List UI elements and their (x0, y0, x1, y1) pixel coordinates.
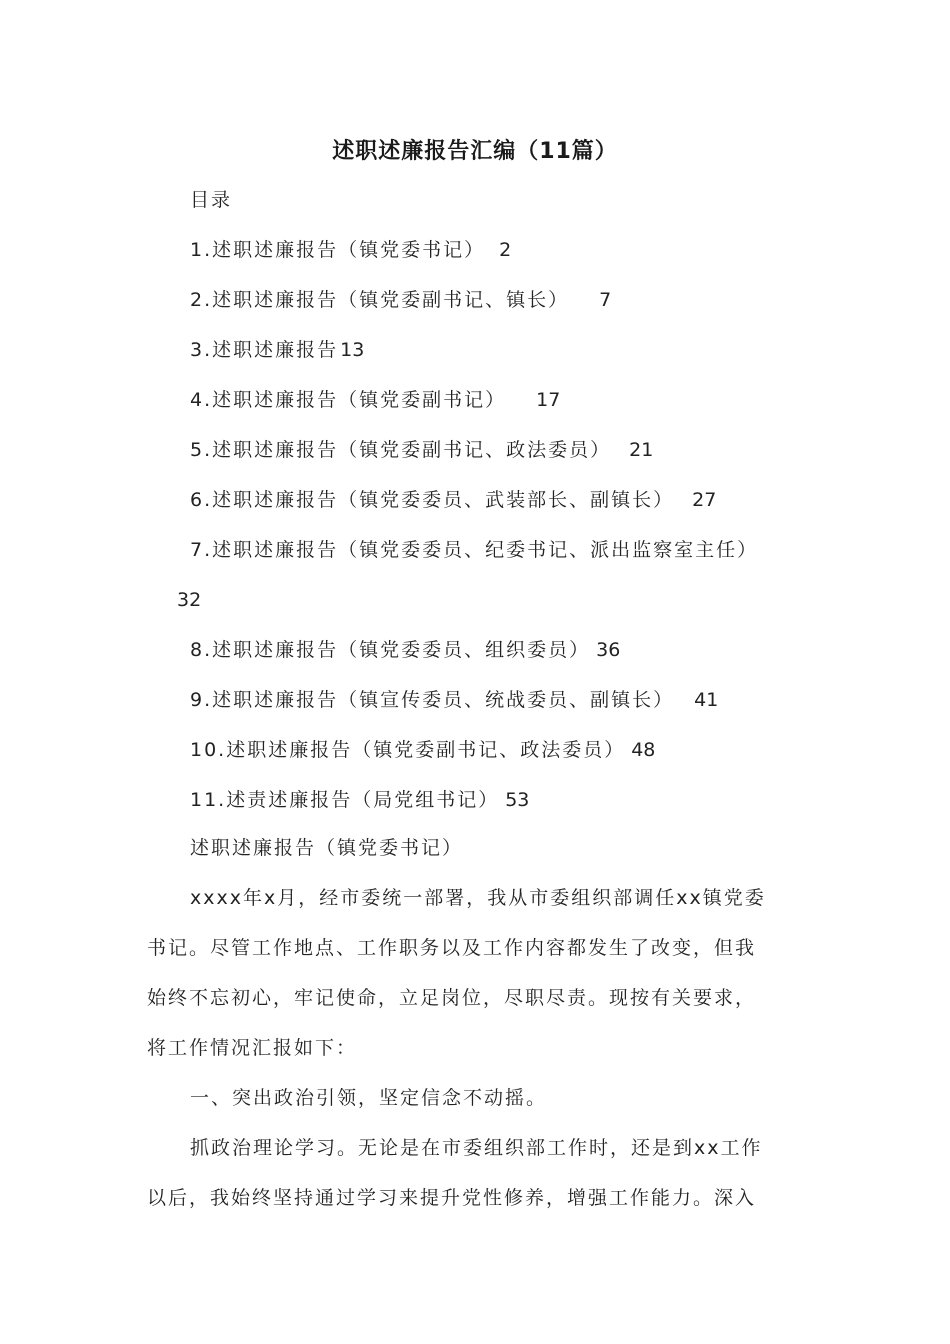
toc-item[interactable] (190, 386, 560, 414)
toc-item-page: 21 (629, 439, 654, 461)
toc-item-page: 53 (505, 789, 530, 811)
toc-item-page: 17 (536, 389, 561, 411)
toc-item[interactable] (190, 486, 716, 514)
toc-item-label: 7.述职述廉报告（镇党委委员、纪委书记、派出监察室主任） (190, 539, 759, 561)
toc-item-page-wrapped: 32 (177, 589, 202, 611)
toc-item-label: 1.述职述廉报告（镇党委书记） (190, 239, 486, 261)
toc-item[interactable] (190, 236, 511, 264)
toc-heading: 目录 (190, 189, 233, 211)
toc-item[interactable] (190, 336, 364, 364)
toc-item-label: 6.述职述廉报告（镇党委委员、武装部长、副镇长） (190, 489, 675, 511)
toc-item-page: 7 (599, 289, 612, 311)
section-heading: 一、突出政治引领，坚定信念不动摇。 (190, 1087, 548, 1109)
toc-item-label: 5.述职述廉报告（镇党委副书记、政法委员） (190, 439, 612, 461)
paragraph-line: 抓政治理论学习。无论是在市委组织部工作时，还是到xx工作 (190, 1137, 763, 1159)
toc-item-page: 13 (340, 339, 365, 361)
toc-item-page: 48 (631, 739, 656, 761)
paragraph-line: 书记。尽管工作地点、工作职务以及工作内容都发生了改变，但我 (147, 937, 757, 959)
toc-item[interactable] (190, 436, 653, 464)
toc-item-page: 2 (499, 239, 512, 261)
toc-item-label: 9.述职述廉报告（镇宣传委员、统战委员、副镇长） (190, 689, 675, 711)
section-title: 述职述廉报告（镇党委书记） (190, 837, 464, 859)
toc-item[interactable] (190, 636, 620, 664)
toc-item[interactable] (190, 536, 758, 564)
toc-item-label: 10.述职述廉报告（镇党委副书记、政法委员） (190, 739, 626, 761)
toc-item[interactable] (190, 286, 611, 314)
paragraph-line: 以后，我始终坚持通过学习来提升党性修养，增强工作能力。深入 (147, 1187, 757, 1209)
toc-item[interactable] (190, 736, 655, 764)
toc-item-label: 8.述职述廉报告（镇党委委员、组织委员） (190, 639, 591, 661)
paragraph-line: xxxx年x月，经市委统一部署，我从市委组织部调任xx镇党委 (190, 887, 766, 909)
toc-item-label: 3.述职述廉报告 (190, 339, 339, 361)
toc-item-label: 4.述职述廉报告（镇党委副书记） (190, 389, 507, 411)
toc-item-page: 36 (596, 639, 621, 661)
toc-item[interactable] (190, 786, 529, 814)
toc-item-page: 41 (694, 689, 719, 711)
toc-item-page: 27 (692, 489, 717, 511)
document-title: 述职述廉报告汇编（11篇） (332, 139, 618, 164)
toc-item-label: 11.述责述廉报告（局党组书记） (190, 789, 500, 811)
toc-item[interactable] (190, 686, 718, 714)
paragraph-line: 将工作情况汇报如下： (147, 1037, 358, 1059)
paragraph-line: 始终不忘初心，牢记使命，立足岗位，尽职尽责。现按有关要求， (147, 987, 757, 1009)
toc-item-label: 2.述职述廉报告（镇党委副书记、镇长） (190, 289, 570, 311)
